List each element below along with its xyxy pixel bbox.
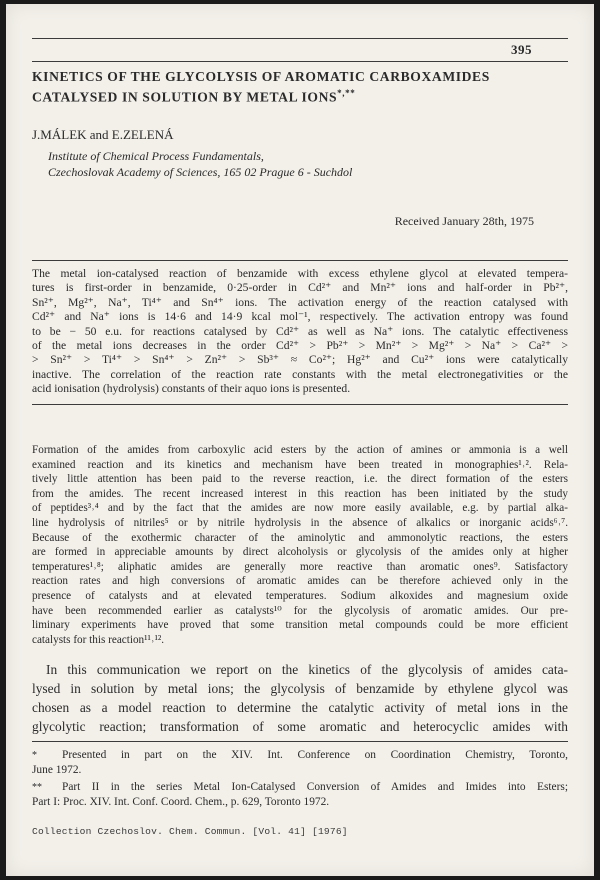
body-line: are formed in appreciable amounts by direct alcoholysis or glycolysis of the amides only at higher bbox=[32, 546, 568, 559]
body-line: tively little attention has been paid to the reverse reaction, i.e. the direct formation of the esters bbox=[32, 473, 568, 486]
footnote-1 bbox=[32, 748, 568, 778]
abstract-line: Sn²⁺, Mg²⁺, Na⁺, Ti⁴⁺ and Sn⁴⁺ ions. The activation energy of the reaction catalysed with bbox=[32, 295, 568, 309]
body-line: liminary experiments have proved that some transition metal compounds could be more efficient bbox=[32, 619, 568, 632]
article-title bbox=[32, 69, 552, 106]
abstract-line: > Sn²⁺ > Ti⁴⁺ > Sn⁴⁺ > Zn²⁺ > Sb³⁺ ≈ Co²⁺; Hg²⁺ and Cu²⁺ ions were catalytically bbox=[32, 353, 568, 367]
body-line: reaction rates and high conversions of aromatic amides can be therefore achieved only in the bbox=[32, 575, 568, 588]
abstract-line: The metal ion-catalysed reaction of benzamide with excess ethylene glycol at elevated tempera- bbox=[32, 267, 568, 280]
abstract-rule-bottom bbox=[32, 404, 568, 405]
abstract-line: Cd²⁺ and Na⁺ ions is 14·6 and 14·9 kcal mol⁻¹, respectively. The activation entropy was found bbox=[32, 310, 568, 324]
footnote-separator bbox=[32, 741, 568, 742]
title-line-1: KINETICS OF THE GLYCOLYSIS OF AROMATIC CARBOXAMIDES bbox=[32, 69, 490, 84]
body-line: catalysts for this reaction¹¹˒¹². bbox=[32, 633, 165, 646]
body-line: lysed in solution by metal ions; the glycolysis of benzamide by ethylene glycol was bbox=[32, 681, 568, 696]
body-line: glycolytic reaction; transformation of some aromatic and heterocyclic amides with bbox=[32, 719, 568, 734]
affiliation bbox=[48, 148, 548, 180]
abstract-line: tures is first-order in benzamide, 0·25-order in Cd²⁺ and Mn²⁺ ions and half-order in Pb²⁺, bbox=[32, 281, 568, 295]
abstract-line: acid ionisation (hydrolysis) constants of their aquo ions is presented. bbox=[32, 382, 351, 396]
body-line: Because of the exothermic character of the aminolytic and ammonolytic reactions, the esters bbox=[32, 531, 568, 544]
received-date: Received January 28th, 1975 bbox=[394, 214, 534, 228]
body-line: presence of catalysts and at elevated temperatures. Sodium alkoxides and magnesium oxide bbox=[32, 589, 568, 602]
affiliation-line: Institute of Chemical Process Fundamentals, bbox=[48, 149, 264, 163]
body-line: Formation of the amides from carboxylic acid esters by the action of amines or ammonia is a well bbox=[32, 444, 568, 456]
title-line-2 bbox=[32, 85, 552, 106]
body-line: chosen as a model reaction to determine the catalytic activity of metal ions in the bbox=[32, 700, 568, 715]
header-rule-top bbox=[32, 38, 568, 39]
journal-footer: Collection Czechoslov. Chem. Commun. [Vol. 41] [1976] bbox=[32, 826, 348, 837]
abstract bbox=[32, 267, 568, 397]
second-paragraph bbox=[32, 660, 568, 736]
body-line: examined reaction and its kinetics and mechanism have been treated in monographies¹˒². Rela- bbox=[32, 458, 568, 471]
body-line: of peptides³˒⁴ and by the fact that the amides are now more easily available, e.g. by partial alka- bbox=[32, 502, 568, 515]
footnote-mark: * bbox=[32, 750, 37, 761]
footnote-text: Presented in part on the XIV. Int. Conference on Coordination Chemistry, Toronto, bbox=[62, 749, 568, 761]
body-line: from the amides. The recent increased interest in this reaction has been initiated by the study bbox=[32, 487, 568, 500]
abstract-line: to be − 50 e.u. for reactions catalysed by Cd²⁺ as well as Na⁺ ions. The catalytic effectiveness bbox=[32, 324, 568, 338]
abstract-line: of the metal ions decreases in the order Cd²⁺ > Pb²⁺ > Mn²⁺ > Mg²⁺ > Na⁺ > Ca²⁺ > bbox=[32, 339, 568, 353]
authors: J.MÁLEK and E.ZELENÁ bbox=[32, 127, 174, 142]
header-rule-bottom bbox=[32, 61, 568, 62]
footnote-line: Part I: Proc. XIV. Int. Conf. Coord. Chem., p. 629, Toronto 1972. bbox=[32, 796, 330, 808]
title-footnote-marks: *,** bbox=[337, 88, 356, 98]
footnote-line bbox=[32, 748, 568, 763]
affiliation-line: Czechoslovak Academy of Sciences, 165 02 Prague 6 - Suchdol bbox=[48, 165, 353, 179]
journal-page bbox=[6, 4, 594, 876]
footnote-text: Part II in the series Metal Ion-Catalysed Conversion of Amides and Imides into Esters; bbox=[62, 781, 568, 793]
body-line: In this communication we report on the kinetics of the glycolysis of amides cata- bbox=[46, 662, 568, 677]
abstract-rule-top bbox=[32, 260, 568, 261]
introduction-paragraph bbox=[32, 443, 568, 647]
body-line: have been recommended earlier as catalysts¹⁰ for the glycolysis of aromatic amides. Our pre- bbox=[32, 604, 568, 617]
footnote-line bbox=[32, 780, 568, 795]
abstract-line: inactive. The correlation of the reaction rate constants with the metal electronegativities or the bbox=[32, 367, 568, 381]
body-line: temperatures¹˒⁸; aliphatic amides are generally more reactive than aromatic ones⁹. Satisfactory bbox=[32, 560, 568, 573]
footnote-line: June 1972. bbox=[32, 764, 82, 776]
footnote-mark: ** bbox=[32, 782, 42, 793]
footnote-2 bbox=[32, 780, 568, 810]
title-line-2-text: CATALYSED IN SOLUTION BY METAL IONS bbox=[32, 89, 338, 105]
page-number: 395 bbox=[511, 42, 532, 57]
body-line: line hydrolysis of nitriles⁵ or by nitrile hydrolysis in the absence of alkalics or inorganic acids⁶˒⁷. bbox=[32, 516, 568, 529]
